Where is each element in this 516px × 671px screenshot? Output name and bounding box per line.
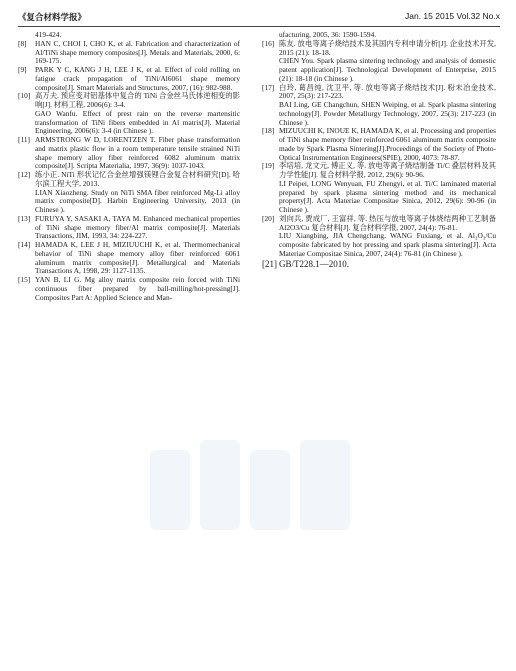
reference-item bbox=[18, 40, 240, 66]
reference-number: [18] bbox=[262, 126, 275, 136]
reference-text: HAN C, CHOI I, CHO K, et al. Fabrication and characterization of Al/TiNi shape memory composites[J]. Metals and Materials, 2000, 6: 169-175. bbox=[35, 38, 240, 66]
reference-text-chinese: 陈友. 放电等离子烧结技术及其国内专利申请分析[J]. 企业技术开发, 2015 (21): 18-18. bbox=[279, 38, 496, 57]
reference-text: YAN B, LI G. Mg alloy matrix composite rein forced with TiNi continuous fiber prepared by ball-milling/hot-pressing[J]. Composites Part A: Applied Science and Man- bbox=[35, 275, 240, 302]
journal-name: 《复合材料学报》 bbox=[18, 12, 87, 22]
reference-item bbox=[262, 215, 496, 259]
reference-text-chinese: 李培培, 龙文元, 傅正义, 等. 放电等离子烧结制备 Ti/C 叠层材料及其力学性能[J]. 复合材料学报, 2012, 29(6): 90-96. bbox=[279, 161, 496, 179]
reference-number: [9] bbox=[18, 65, 27, 74]
continuation-text: ufacturing, 2005, 36: 1590-1594. bbox=[279, 30, 377, 39]
reference-item bbox=[262, 259, 496, 270]
reference-text: GAO Wanfu. Effect of prest rain on the reverse martensitic transformation of TiNi fibers embedded in Al matrix[J]. Material Engineering, 2006(6): 3-4 (in Chinese ). bbox=[35, 108, 240, 136]
reference-text: GB/T228.1—2010. bbox=[279, 258, 350, 269]
right-column bbox=[262, 31, 496, 270]
reference-text: FURUYA Y, SASAKI A, TAYA M. Enhanced mechanical properties of TiNi shape memory fiber/Al matrix composite[J]. Materials Transactions, JIM, 1993, 34: 224-227. bbox=[35, 213, 240, 241]
reference-number: [12] bbox=[18, 170, 31, 179]
reference-item bbox=[262, 40, 496, 84]
reference-text: CHEN You. Spark plasma sintering technology and analysis of domestic patent application[J]. Technological Development of Enterprise, 2015 (21): 18-18 (in Chinese ). bbox=[279, 56, 496, 83]
reference-number: [16] bbox=[262, 38, 275, 48]
reference-text: PARK Y C, KANG J H, LEE J K, et al. Effect of cold rolling on fatigue crack propagation of TiNi/Al6061 shape memory composite[J]. Smart Materials and Structures, 2007, (16): 982-988. bbox=[35, 65, 240, 92]
reference-number: [13] bbox=[18, 213, 31, 223]
reference-item bbox=[262, 162, 496, 215]
reference-text-chinese: 练小正. NiTi 形状记忆合金丝增强镁锂合金复合材料研究[D]. 哈尔滨工程大学, 2013. bbox=[35, 170, 240, 188]
reference-item bbox=[18, 276, 240, 302]
reference-text: LI Peipei, LONG Wenyuan, FU Zhengyi, et al. Ti/C laminated material prepared by spark plasma sintering method and its mechanical property[J]. Acta Materiae Compositae Sinica, 2012, 29(6): 90-96 (in Chinese ). bbox=[279, 178, 496, 214]
reference-number: [19] bbox=[262, 161, 275, 171]
issue-info: Jan. 15 2015 Vol.32 No.x bbox=[405, 11, 500, 21]
reference-text: BAI Ling, GE Changchun, SHEN Weiping, et al. Spark plasma sintering technology[J]. Powder Metallurgy Technology, 2007, 25(3): 217-223 (in Chinese ). bbox=[279, 100, 496, 127]
reference-item bbox=[18, 241, 240, 276]
reference-text: MIZUUCHI K, INOUE K, HAMADA K, et al. Processing and properties of TiNi shape memory fiber reinforced 6061 aluminum matrix composite made by Spark Plasma Sintering[J].Proceedings of the Society of Photo-Optical Instrumentation Engineers(SPIE), 2000, 4073: 78-87. bbox=[279, 126, 496, 162]
reference-item bbox=[18, 171, 240, 215]
reference-number: [8] bbox=[18, 38, 27, 48]
reference-item bbox=[262, 84, 496, 128]
reference-text: ARMSTRONG W D, LORENTZEN T. Fiber phase transformation and matrix plastic flow in a room temperature tensile strained NiTi shape memory alloy fiber reinforced 6082 aluminum matrix composite[J]. Scripta Materialia, 1997, 36(9): 1037-1043. bbox=[35, 135, 240, 171]
reference-number: [17] bbox=[262, 82, 275, 92]
reference-number: [10] bbox=[18, 91, 31, 101]
continuation-text: 419-424. bbox=[35, 30, 62, 39]
reference-item bbox=[18, 215, 240, 241]
header-rule bbox=[18, 26, 500, 27]
reference-text: HAMADA K, LEE J H, MIZIUUCHI K, et al. Thermomechanical behavior of TiNi shape memory alloy fiber reinforced 6061 aluminum matrix composite[J]. Metallurgical and Materials Transactions A, 1998, 29: 1127-1135. bbox=[35, 240, 240, 276]
reference-text: LIAN Xiaozheng. Study on NiTi SMA fiber reinforced Mg-Li alloy matrix composite[D]. Harbin Engineering University, 2013 (in Chinese ). bbox=[35, 187, 240, 214]
running-header bbox=[18, 11, 500, 25]
reference-item bbox=[18, 136, 240, 171]
reference-text-chinese: 高万夫. 预应变对铝基体中复合的 TiNi 合金丝马氏体逆相变的影响[J]. 材料工程, 2006(6): 3-4. bbox=[35, 91, 240, 109]
reference-item bbox=[18, 92, 240, 136]
reference-number: [11] bbox=[18, 135, 30, 144]
left-column bbox=[18, 31, 240, 302]
reference-number: [14] bbox=[18, 240, 31, 249]
reference-number: [20] bbox=[262, 213, 275, 223]
reference-item bbox=[262, 127, 496, 162]
reference-number: [21] bbox=[262, 258, 277, 269]
reference-text-chinese: 白玲, 葛昌纯, 沈卫平, 等. 放电等离子烧结技术[J]. 粉末冶金技术, 2007, 25(3): 217-223. bbox=[279, 82, 496, 101]
reference-item bbox=[18, 66, 240, 92]
reference-text: LIU Xiangbing, JIA Chengchang, WANG Fuxiang, et al. Al₂O₃/Cu composite fabricated by hot pressing and spark plasma sintering[J]. Acta Materiae Compositae Sinica, 2007, 24(4): 76-81 (in Chinese ). bbox=[279, 231, 496, 258]
reference-text-chinese: 刘向兵, 贾成厂, 王富祥, 等. 热压与放电等离子体烧结两种工艺制备 Al2O3/Cu 复合材料[J]. 复合材料学报, 2007, 24(4): 76-81. bbox=[279, 213, 496, 232]
watermark-graphic bbox=[140, 420, 370, 560]
reference-number: [15] bbox=[18, 275, 31, 284]
